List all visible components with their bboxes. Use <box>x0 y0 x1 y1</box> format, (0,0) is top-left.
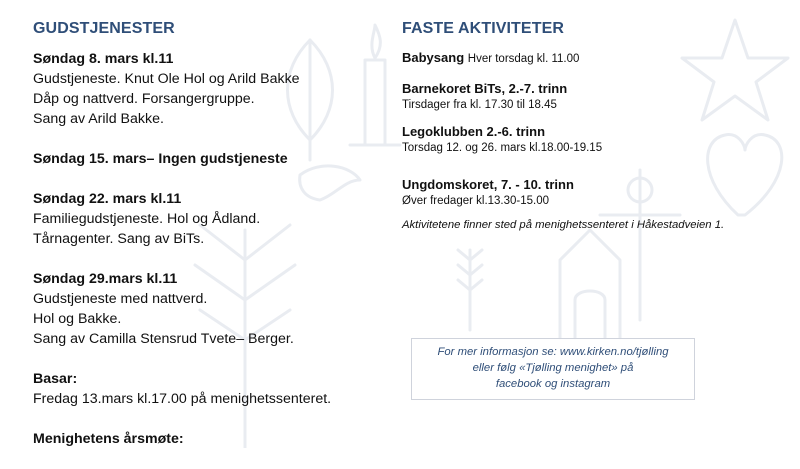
service-title: Søndag 29.mars kl.11 <box>33 271 178 287</box>
service-line: Gudstjeneste. Knut Ole Hol og Arild Bakke <box>33 71 300 87</box>
service-line: Sang av Camilla Stensrud Tvete– Berger. <box>33 331 294 347</box>
info-line: facebook og instagram <box>495 378 611 390</box>
activity-detail: Tirsdager fra kl. 17.30 til 18.45 <box>402 99 557 111</box>
basar-line: Fredag 13.mars kl.17.00 på menighetssenteret. <box>33 391 332 407</box>
service-line: Familiegudstjeneste. Hol og Ådland. <box>33 211 261 227</box>
service-block <box>33 269 378 349</box>
activity-item <box>402 80 787 113</box>
service-line: Sang av Arild Bakke. <box>33 111 164 127</box>
activity-detail: Torsdag 12. og 26. mars kl.18.00-19.15 <box>402 142 603 154</box>
activity-detail: Øver fredager kl.13.30-15.00 <box>402 195 550 207</box>
annual-meeting-block <box>33 429 378 449</box>
services-heading: GUDSTJENESTER <box>33 20 175 37</box>
basar-title: Basar: <box>33 371 78 387</box>
activity-title: Barnekoret BiTs, 2.-7. trinn <box>402 81 568 96</box>
activity-item <box>402 49 787 68</box>
activities-heading: FASTE AKTIVITETER <box>402 20 565 37</box>
basar-block <box>33 369 378 409</box>
service-title: Søndag 8. mars kl.11 <box>33 51 174 67</box>
service-title: Søndag 15. mars– Ingen gudstjeneste <box>33 151 288 167</box>
service-title: Søndag 22. mars kl.11 <box>33 191 182 207</box>
info-line: eller følg «Tjølling menighet» på <box>472 362 634 374</box>
service-block <box>33 49 378 129</box>
activity-detail: Hver torsdag kl. 11.00 <box>467 53 580 65</box>
service-line: Tårnagenter. Sang av BiTs. <box>33 231 205 247</box>
activity-title: Ungdomskoret, 7. - 10. trinn <box>402 177 574 192</box>
church-icon <box>560 230 620 338</box>
activity-title: Legoklubben 2.-6. trinn <box>402 124 546 139</box>
service-line: Hol og Bakke. <box>33 311 122 327</box>
services-column <box>33 20 378 469</box>
activity-item <box>402 123 787 156</box>
info-box <box>411 338 695 400</box>
activity-item <box>402 176 787 209</box>
info-line: For mer informasjon se: www.kirken.no/tjølling <box>437 346 669 358</box>
service-block <box>33 149 378 169</box>
wheat-icon <box>458 250 482 330</box>
service-line: Gudstjeneste med nattverd. <box>33 291 208 307</box>
service-line: Dåp og nattverd. Forsangergruppe. <box>33 91 255 107</box>
service-block <box>33 189 378 249</box>
annual-meeting-title: Menighetens årsmøte: <box>33 431 184 447</box>
activity-title: Babysang <box>402 50 465 65</box>
activities-location-note: Aktivitetene finner sted på menighetssenteret i Håkestadveien 1. <box>402 219 725 231</box>
activities-column <box>402 20 787 233</box>
